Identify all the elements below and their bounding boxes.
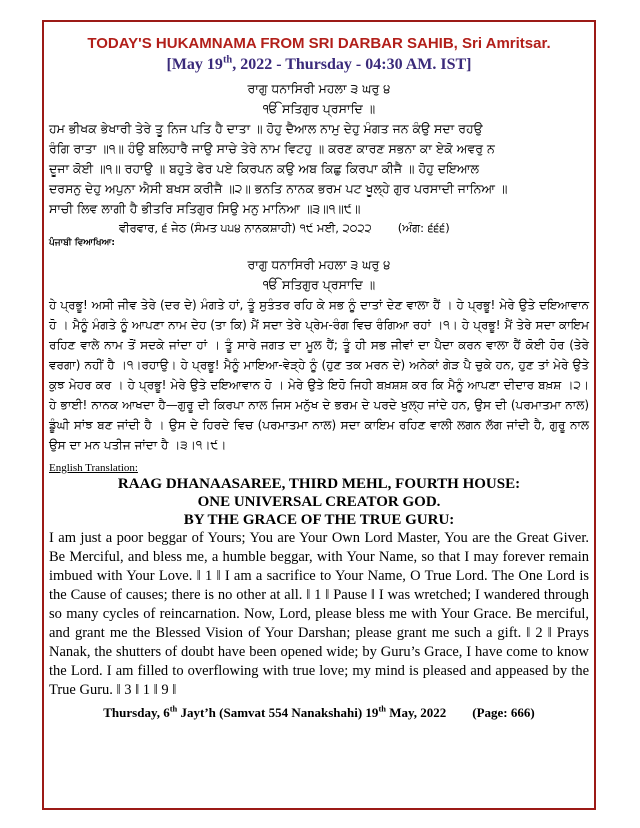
document-frame (42, 20, 596, 810)
ang-number: (ਅੰਗ: ੬੬੬) (397, 221, 450, 235)
punjabi-label: ਪੰਜਾਬੀ ਵਿਆਖਿਆ: (49, 238, 116, 248)
punjabi-mangal: ੴ ਸਤਿਗੁਰ ਪ੍ਰਸਾਦਿ ॥ (262, 277, 376, 292)
english-text: I am just a poor beggar of Yours; You are Your Own Lord Master, You are the Great Giver. Be Merciful, and bless me, a humble beggar, with Your Name, so that I may forever remain imbued with Your Love. ‖ 1 ‖ I am a sacrifice to Your Name, O True Lord. The One Lord is the Cause of causes; there is no other at all. ‖ 1 ‖ Pause ‖ I was wretched; I wandered through so many cycles of reincarnation. Now, Lord, please bless me with Your Grace. Be merciful, and grant me the Blessed Vision of Your Darshan; please grant me such a gift. ‖ 2 ‖ Prays Nanak, the shutters of doubt have been opened wide; by Guru’s Grace, I have come to know the Lord. I am filled to overflowing with true love; my mind is pleased and appeased by the True Guru. ‖ 3 ‖ 1 ‖ 9 ‖ (49, 530, 589, 698)
footer-sup: th (169, 703, 178, 714)
shabad-mangal: ੴ ਸਤਿਗੁਰ ਪ੍ਰਸਾਦਿ ॥ (262, 101, 376, 116)
page-date (49, 55, 589, 75)
date-prefix: [May 19 (166, 56, 223, 73)
page-title: TODAY'S HUKAMNAMA FROM SRI DARBAR SAHIB, Sri Amritsar. (87, 35, 551, 52)
shabad-line: ਦਰਸਨੁ ਦੇਹੁ ਅਪੁਨਾ ਐਸੀ ਬਖਸ ਕਰੀਜੈ ॥੨॥ ਭਨਤਿ ਨਾਨਕ ਭਰਮ ਪਟ ਖੂਲ੍ਹੇ ਗੁਰ ਪਰਸਾਦੀ ਜਾਨਿਆ ॥ (49, 181, 508, 196)
date-suffix: , 2022 - Thursday - 04:30 AM. IST] (232, 56, 472, 73)
punjabi-text: ਹੇ ਪ੍ਰਭੂ! ਅਸੀ ਜੀਵ ਤੇਰੇ (ਦਰ ਦੇ) ਮੰਗਤੇ ਹਾਂ, ਤੂੰ ਸੁਤੰਤਰ ਰਹਿ ਕੇ ਸਭ ਨੂੰ ਦਾਤਾਂ ਦੇਣ ਵਾਲਾ ਹੈਂ । ਹੇ ਪ੍ਰਭੂ! ਮੇਰੇ ਉਤੇ ਦਇਆਵਾਨ ਹੋ । ਮੈਨੂੰ ਮੰਗਤੇ ਨੂੰ ਆਪਣਾ ਨਾਮ ਦੇਹ (ਤਾ ਕਿ) ਮੈਂ ਸਦਾ ਤੇਰੇ ਪ੍ਰੇਮ-ਰੰਗ ਵਿਚ ਰੰਗਿਆ ਰਹਾਂ ।੧। ਹੇ ਪ੍ਰਭੂ! ਮੈਂ ਤੇਰੇ ਸਦਾ ਕਾਇਮ ਰਹਿਣ ਵਾਲੇ ਨਾਮ ਤੋਂ ਸਦਕੇ ਜਾਂਦਾ ਹਾਂ । ਤੂੰ ਸਾਰੇ ਜਗਤ ਦਾ ਮੂਲ ਹੈਂ; ਤੂੰ ਹੀ ਸਭ ਜੀਵਾਂ ਦਾ ਪੈਦਾ ਕਰਨ ਵਾਲਾ ਹੈਂ ਕੋਈ ਹੋਰ (ਤੇਰੇ ਵਰਗਾ) ਨਹੀਂ ਹੈ ।੧।ਰਹਾਉ। ਹੇ ਪ੍ਰਭੂ! ਮੈਨੂੰ ਮਾਇਆ-ਵੇੜ੍ਹੇ ਨੂੰ (ਹੁਣ ਤਕ ਮਰਨ ਦੇ) ਅਨੇਕਾਂ ਗੇੜ ਪੈ ਚੁਕੇ ਹਨ, ਹੁਣ ਤਾਂ ਮੇਰੇ ਉਤੇ ਕੁਝ ਮੇਹਰ ਕਰ । ਹੇ ਪ੍ਰਭੂ! ਮੇਰੇ ਉਤੇ ਦਇਆਵਾਨ ਹੋ । ਮੇਰੇ ਉਤੇ ਇਹੋ ਜਿਹੀ ਬਖ਼ਸ਼ਸ਼ ਕਰ ਕਿ ਮੈਨੂੰ ਆਪਣਾ ਦੀਦਾਰ ਬਖ਼ਸ਼ ।੨। ਹੇ ਭਾਈ! ਨਾਨਕ ਆਖਦਾ ਹੈ—ਗੁਰੂ ਦੀ ਕਿਰਪਾ ਨਾਲ ਜਿਸ ਮਨੁੱਖ ਦੇ ਭਰਮ ਦੇ ਪਰਦੇ ਖੁਲ੍ਹ ਜਾਂਦੇ ਹਨ, ਉਸ ਦੀ (ਪਰਮਾਤਮਾ ਨਾਲ) ਡੂੰਘੀ ਸਾਂਝ ਬਣ ਜਾਂਦੀ ਹੈ । ਉਸ ਦੇ ਹਿਰਦੇ ਵਿਚ (ਪਰਮਾਤਮਾ ਨਾਲ) ਸਦਾ ਕਾਇਮ ਰਹਿਣ ਵਾਲੀ ਲਗਨ ਲੱਗ ਜਾਂਦੀ ਹੈ, ਗੁਰੂ ਨਾਲ ਉਸ ਦਾ ਮਨ ਪਤੀਜ ਜਾਂਦਾ ਹੈ ।੩।੧।੯। (49, 298, 589, 452)
footer-page: (Page: 666) (472, 705, 535, 720)
footer-middle: Jayt’h (Samvat 554 Nanakshahi) 19 (177, 705, 379, 720)
shabad-text (49, 119, 589, 219)
footer-sup: th (378, 703, 386, 714)
shabad-line: ਰੰਗਿ ਰਾਤਾ ॥੧॥ ਹੰਉ ਬਲਿਹਾਰੈ ਜਾਉ ਸਾਚੇ ਤੇਰੇ ਨਾਮ ਵਿਟਹੁ ॥ ਕਰਣ ਕਾਰਣ ਸਭਨਾ ਕਾ ਏਕੋ ਅਵਰੁ ਨ (49, 141, 495, 156)
document-content (49, 34, 589, 722)
english-label: English Translation: (49, 462, 138, 474)
gurmukhi-date: ਵੀਰਵਾਰ, ੬ ਜੇਠ (ਸੰਮਤ ੫੫੪ ਨਾਨਕਸ਼ਾਹੀ) ੧੯ ਮਈ, ੨੦੨੨ (119, 221, 372, 235)
footer-date (49, 704, 589, 722)
shabad-line: ਹਮ ਭੀਖਕ ਭੇਖਾਰੀ ਤੇਰੇ ਤੂ ਨਿਜ ਪਤਿ ਹੈ ਦਾਤਾ ॥ ਹੋਹੁ ਦੈਆਲ ਨਾਮੁ ਦੇਹੁ ਮੰਗਤ ਜਨ ਕੰਉ ਸਦਾ ਰਹਉ (49, 121, 483, 136)
punjabi-raag: ਰਾਗੁ ਧਨਾਸਿਰੀ ਮਹਲਾ ੩ ਘਰੁ ੪ (247, 257, 391, 272)
english-heading-2: ONE UNIVERSAL CREATOR GOD. (197, 494, 441, 510)
shabad-line: ਦੂਜਾ ਕੋਈ ॥੧॥ ਰਹਾਉ ॥ ਬਹੁਤੇ ਫੇਰ ਪਏ ਕਿਰਪਨ ਕਉ ਅਬ ਕਿਛੁ ਕਿਰਪਾ ਕੀਜੈ ॥ ਹੋਹੁ ਦਇਆਲ (49, 161, 479, 176)
date-sup: th (222, 54, 233, 66)
shabad-line: ਸਾਚੀ ਲਿਵ ਲਾਗੀ ਹੈ ਭੀਤਰਿ ਸਤਿਗੁਰ ਸਿਉ ਮਨੁ ਮਾਨਿਆ ॥੩॥੧॥੯॥ (49, 201, 361, 216)
english-heading-3: BY THE GRACE OF THE TRUE GURU: (183, 512, 455, 528)
footer-prefix: Thursday, 6 (103, 705, 170, 720)
footer-suffix: May, 2022 (385, 705, 447, 720)
gurmukhi-date-line (119, 219, 589, 237)
english-heading-1: RAAG DHANAASAREE, THIRD MEHL, FOURTH HOUSE: (117, 476, 521, 492)
shabad-raag: ਰਾਗੁ ਧਨਾਸਿਰੀ ਮਹਲਾ ੩ ਘਰੁ ੪ (247, 81, 391, 96)
